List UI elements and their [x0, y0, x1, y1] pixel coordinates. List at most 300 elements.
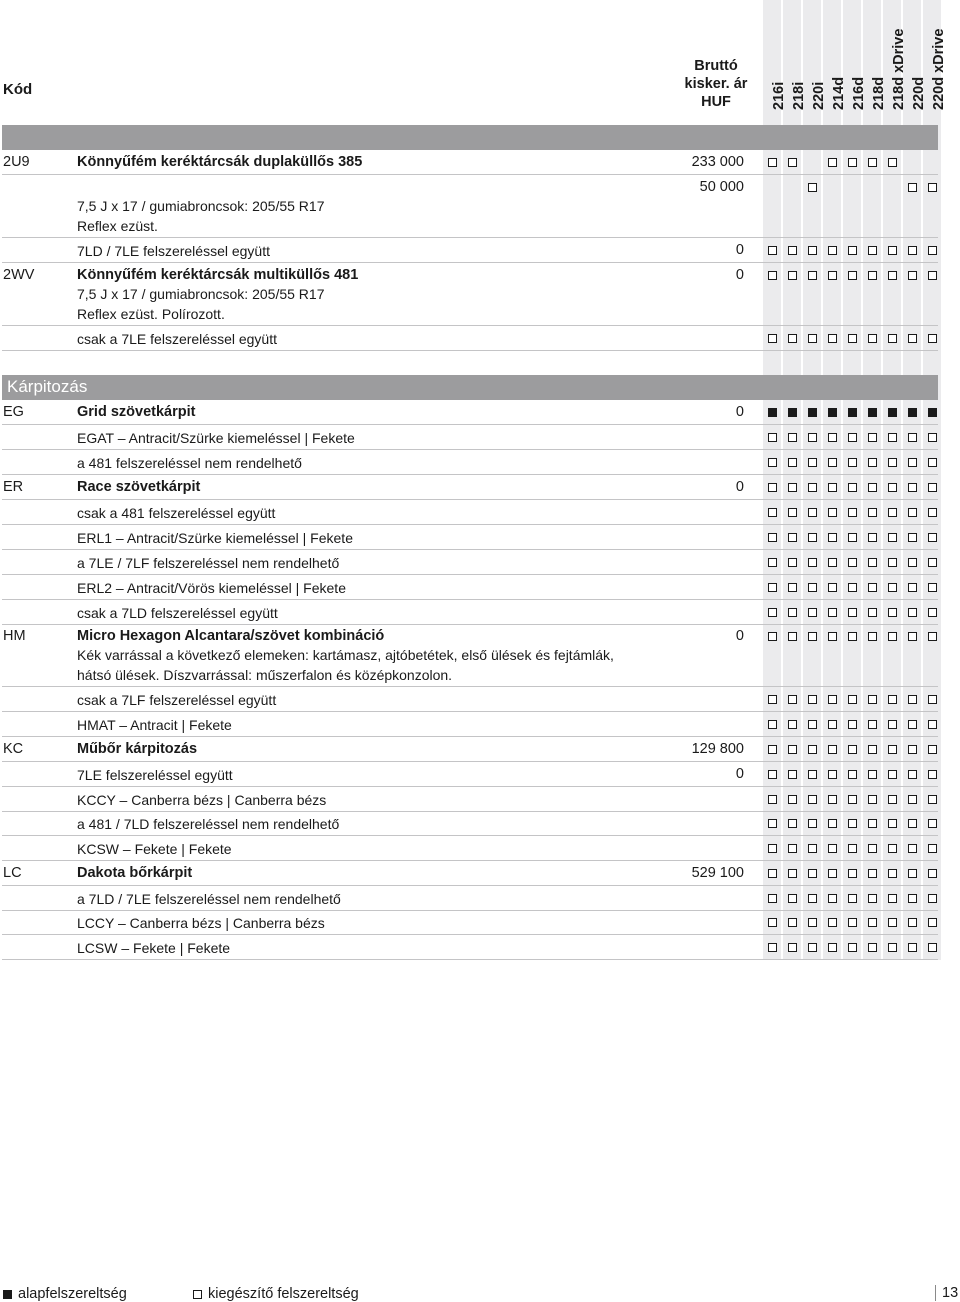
option-code: ER [3, 479, 24, 495]
optional-equipment-mark [788, 695, 797, 704]
optional-equipment-mark [888, 246, 897, 255]
optional-equipment-mark [848, 745, 857, 754]
model-name: 220i [811, 81, 827, 110]
optional-equipment-mark [908, 844, 917, 853]
option-code: 2U9 [3, 154, 30, 170]
optional-equipment-mark [768, 632, 777, 641]
model-name: 220d [911, 76, 927, 110]
optional-equipment-mark [848, 608, 857, 617]
description-line: a 7LD / 7LE felszereléssel nem rendelhető [77, 891, 341, 907]
optional-equipment-mark [788, 558, 797, 567]
option-description [77, 890, 341, 910]
model-name: 218d xDrive [891, 28, 907, 110]
model-column-header [803, 0, 827, 118]
optional-equipment-mark [908, 334, 917, 343]
optional-equipment-mark [808, 745, 817, 754]
optional-equipment-mark [788, 583, 797, 592]
standard-equipment-mark [868, 408, 877, 417]
description-line: a 7LE / 7LF felszereléssel nem rendelhető [77, 555, 340, 571]
description-line: csak a 481 felszereléssel együtt [77, 505, 276, 521]
description-line: 7LD / 7LE felszereléssel együtt [77, 243, 270, 259]
optional-equipment-mark [928, 483, 937, 492]
optional-equipment-mark [888, 632, 897, 641]
optional-equipment-mark [848, 508, 857, 517]
optional-equipment-mark [808, 271, 817, 280]
option-description [77, 242, 270, 262]
table-row [2, 263, 938, 326]
optional-equipment-mark [808, 720, 817, 729]
optional-equipment-mark [888, 458, 897, 467]
optional-equipment-mark [908, 795, 917, 804]
table-row [2, 175, 938, 238]
description-line: HMAT – Antracit | Fekete [77, 717, 232, 733]
table-row [2, 450, 938, 475]
table-row [2, 935, 938, 960]
option-description [77, 939, 230, 959]
table-row [2, 811, 938, 836]
optional-equipment-mark [928, 433, 937, 442]
optional-equipment-mark [848, 918, 857, 927]
optional-equipment-mark [788, 894, 797, 903]
standard-equipment-mark [808, 408, 817, 417]
model-name: 220d xDrive [931, 28, 947, 110]
option-title: Dakota bőrkárpit [77, 865, 193, 881]
optional-equipment-mark [788, 943, 797, 952]
optional-equipment-mark [828, 695, 837, 704]
optional-equipment-mark [788, 608, 797, 617]
optional-equipment-mark [888, 583, 897, 592]
optional-equipment-mark [868, 483, 877, 492]
table-row [2, 575, 938, 600]
optional-equipment-mark [828, 483, 837, 492]
standard-equipment-mark [888, 408, 897, 417]
table-row [2, 550, 938, 575]
optional-equipment-mark [768, 433, 777, 442]
standard-equipment-mark [908, 408, 917, 417]
table-row [2, 326, 938, 351]
optional-equipment-mark [908, 433, 917, 442]
legend-standard [3, 1286, 127, 1302]
optional-equipment-mark [928, 458, 937, 467]
model-column-header [823, 0, 847, 118]
optional-equipment-mark [928, 844, 937, 853]
table-row [2, 475, 938, 500]
optional-equipment-mark [848, 246, 857, 255]
optional-equipment-mark [908, 458, 917, 467]
optional-equipment-mark [928, 558, 937, 567]
optional-equipment-mark [788, 869, 797, 878]
option-description [77, 429, 355, 449]
optional-equipment-mark [768, 271, 777, 280]
model-column-header [863, 0, 887, 118]
optional-equipment-mark [768, 608, 777, 617]
optional-equipment-mark [908, 720, 917, 729]
optional-equipment-mark [868, 246, 877, 255]
optional-equipment-mark [828, 458, 837, 467]
optional-equipment-mark [788, 770, 797, 779]
description-line: ERL2 – Antracit/Vörös kiemeléssel | Fekete [77, 580, 346, 596]
optional-equipment-mark [868, 158, 877, 167]
option-description [77, 840, 232, 860]
option-title: Könnyűfém keréktárcsák duplaküllős 385 [77, 154, 363, 170]
model-name: 214d [831, 76, 847, 110]
optional-equipment-mark [888, 508, 897, 517]
optional-equipment-mark [848, 533, 857, 542]
description-line: 7,5 J x 17 / gumiabroncsok: 205/55 R17 [77, 286, 325, 302]
optional-equipment-mark [828, 271, 837, 280]
option-code: LC [3, 865, 22, 881]
optional-equipment-mark [808, 246, 817, 255]
optional-equipment-mark [768, 770, 777, 779]
table-row [2, 150, 938, 175]
table-row [2, 687, 938, 712]
optional-equipment-mark [788, 720, 797, 729]
model-column-header [903, 0, 927, 118]
optional-equipment-mark [768, 720, 777, 729]
option-description [77, 504, 275, 524]
description-line: Reflex ezüst. [77, 217, 158, 234]
optional-equipment-mark [908, 770, 917, 779]
optional-equipment-mark [848, 819, 857, 828]
column-header-code: Kód [3, 81, 33, 98]
model-name: 218i [791, 81, 807, 110]
optional-equipment-mark [928, 183, 937, 192]
column-header-price [680, 57, 752, 111]
optional-equipment-mark [888, 533, 897, 542]
optional-equipment-mark [788, 533, 797, 542]
option-description [77, 691, 276, 711]
optional-equipment-mark [808, 770, 817, 779]
optional-equipment-mark [828, 246, 837, 255]
optional-equipment-mark [928, 819, 937, 828]
option-description [77, 766, 233, 786]
optional-equipment-mark [908, 894, 917, 903]
table-row [2, 400, 938, 425]
optional-equipment-mark [868, 894, 877, 903]
optional-equipment-mark [788, 819, 797, 828]
option-title: Micro Hexagon Alcantara/szövet kombináció [77, 628, 385, 644]
optional-equipment-mark [828, 720, 837, 729]
optional-equipment-mark [768, 558, 777, 567]
optional-equipment-mark [788, 271, 797, 280]
option-price: 0 [735, 404, 744, 420]
optional-equipment-mark [928, 894, 937, 903]
optional-equipment-mark [868, 608, 877, 617]
optional-equipment-mark [848, 483, 857, 492]
optional-equipment-mark [788, 508, 797, 517]
optional-equipment-mark [928, 943, 937, 952]
option-description [77, 330, 277, 350]
optional-equipment-mark [888, 720, 897, 729]
optional-equipment-mark [768, 745, 777, 754]
description-line: Kék varrással a következő elemeken: kartámasz, ajtóbetétek, első ülések és fejtámlák, [77, 647, 614, 663]
option-title: Grid szövetkárpit [77, 404, 196, 420]
table-row [2, 910, 938, 935]
description-line: 7,5 J x 17 / gumiabroncsok: 205/55 R17 [77, 198, 325, 214]
optional-equipment-mark [808, 483, 817, 492]
option-code: HM [3, 628, 26, 644]
optional-equipment-mark [888, 608, 897, 617]
optional-equipment-mark [868, 844, 877, 853]
section-title: Kárpitozás [7, 377, 88, 396]
optional-equipment-mark [808, 583, 817, 592]
optional-equipment-mark [908, 533, 917, 542]
optional-equipment-mark [828, 158, 837, 167]
optional-equipment-mark [928, 271, 937, 280]
option-price: 0 [735, 242, 744, 258]
optional-equipment-mark [888, 894, 897, 903]
option-price: 0 [735, 479, 744, 495]
table-row [2, 600, 938, 625]
optional-equipment-mark [848, 271, 857, 280]
optional-equipment-mark [768, 795, 777, 804]
table-row [2, 712, 938, 737]
option-description [77, 716, 232, 736]
legend-optional [193, 1286, 359, 1302]
description-line: KCSW – Fekete | Fekete [77, 841, 232, 857]
optional-equipment-mark [808, 508, 817, 517]
legend-optional-label: kiegészítő felszereltség [208, 1286, 359, 1302]
description-line: csak a 7LD felszereléssel együtt [77, 605, 278, 621]
table-row [2, 624, 938, 687]
table-row [2, 425, 938, 450]
optional-equipment-mark [928, 869, 937, 878]
table-row [2, 500, 938, 525]
optional-equipment-mark [908, 918, 917, 927]
option-description [77, 285, 324, 324]
optional-equipment-mark [788, 334, 797, 343]
optional-equipment-mark [868, 770, 877, 779]
optional-equipment-mark [768, 918, 777, 927]
optional-equipment-mark [848, 770, 857, 779]
optional-equipment-mark [908, 558, 917, 567]
optional-equipment-mark [848, 583, 857, 592]
optional-equipment-mark [908, 508, 917, 517]
optional-equipment-mark [808, 695, 817, 704]
optional-equipment-mark [828, 819, 837, 828]
optional-equipment-mark [928, 695, 937, 704]
optional-equipment-mark [768, 695, 777, 704]
optional-equipment-mark [908, 608, 917, 617]
optional-equipment-mark [908, 632, 917, 641]
model-name: 216i [771, 81, 787, 110]
optional-equipment-mark [928, 583, 937, 592]
table-row [2, 861, 938, 886]
optional-equipment-mark [828, 508, 837, 517]
optional-equipment-mark [928, 795, 937, 804]
optional-equipment-mark [808, 844, 817, 853]
standard-equipment-mark [848, 408, 857, 417]
optional-equipment-mark [828, 558, 837, 567]
optional-equipment-mark [848, 632, 857, 641]
option-description [77, 529, 353, 549]
description-line: hátsó ülések. Díszvarrással: műszerfalon és középkonzolon. [77, 666, 453, 683]
optional-equipment-mark [868, 433, 877, 442]
option-price: 529 100 [691, 865, 744, 881]
optional-equipment-mark [908, 819, 917, 828]
option-price: 0 [735, 766, 744, 782]
optional-equipment-mark [848, 433, 857, 442]
optional-equipment-mark [848, 869, 857, 878]
optional-equipment-mark [768, 844, 777, 853]
optional-equipment-mark [848, 795, 857, 804]
optional-equipment-mark [768, 483, 777, 492]
optional-equipment-mark [808, 795, 817, 804]
optional-equipment-mark [768, 869, 777, 878]
optional-equipment-mark [768, 246, 777, 255]
optional-equipment-mark [828, 632, 837, 641]
option-description [77, 815, 339, 835]
optional-equipment-mark [888, 943, 897, 952]
standard-equipment-mark [828, 408, 837, 417]
optional-equipment-mark [868, 918, 877, 927]
optional-equipment-mark [888, 844, 897, 853]
header-divider-bar [2, 125, 938, 150]
table-row [2, 737, 938, 762]
option-title: Könnyűfém keréktárcsák multiküllős 481 [77, 267, 359, 283]
optional-equipment-mark [908, 745, 917, 754]
optional-equipment-mark [768, 508, 777, 517]
page-number: 13 [935, 1285, 958, 1301]
optional-equipment-mark [848, 844, 857, 853]
optional-equipment-mark [808, 558, 817, 567]
optional-equipment-mark [828, 844, 837, 853]
optional-equipment-mark [768, 943, 777, 952]
optional-equipment-mark [828, 745, 837, 754]
option-price: 0 [735, 267, 744, 283]
optional-equipment-mark [908, 583, 917, 592]
optional-equipment-mark [888, 271, 897, 280]
optional-equipment-mark [788, 918, 797, 927]
optional-equipment-mark [828, 433, 837, 442]
optional-equipment-mark [768, 819, 777, 828]
model-column-header [923, 0, 947, 118]
optional-equipment-mark [868, 695, 877, 704]
optional-equipment-mark [788, 745, 797, 754]
standard-equipment-mark [768, 408, 777, 417]
optional-equipment-mark [868, 271, 877, 280]
price-header-line: HUF [701, 94, 731, 110]
optional-equipment-mark [828, 608, 837, 617]
optional-equipment-mark [928, 533, 937, 542]
model-column-header [843, 0, 867, 118]
option-title: Race szövetkárpit [77, 479, 201, 495]
optional-equipment-mark [828, 869, 837, 878]
optional-equipment-mark [848, 894, 857, 903]
optional-equipment-mark [928, 918, 937, 927]
optional-equipment-mark [868, 943, 877, 952]
option-code: KC [3, 741, 24, 757]
optional-equipment-mark [888, 433, 897, 442]
optional-equipment-mark [868, 745, 877, 754]
optional-equipment-mark [888, 869, 897, 878]
optional-equipment-mark [828, 795, 837, 804]
option-description [77, 454, 302, 474]
table-row [2, 525, 938, 550]
optional-equipment-mark [908, 869, 917, 878]
option-price: 0 [735, 628, 744, 644]
optional-equipment-mark [808, 533, 817, 542]
optional-equipment-mark [888, 819, 897, 828]
description-line: KCCY – Canberra bézs | Canberra bézs [77, 792, 327, 808]
optional-equipment-mark [788, 632, 797, 641]
optional-equipment-mark [888, 558, 897, 567]
description-line: EGAT – Antracit/Szürke kiemeléssel | Fekete [77, 430, 355, 446]
optional-equipment-mark [808, 918, 817, 927]
option-description [77, 791, 326, 811]
optional-equipment-mark [908, 246, 917, 255]
option-description [77, 604, 278, 624]
optional-equipment-mark [928, 334, 937, 343]
legend-standard-label: alapfelszereltség [18, 1286, 127, 1302]
optional-equipment-mark [808, 943, 817, 952]
optional-equipment-mark [928, 745, 937, 754]
description-line: csak a 7LF felszereléssel együtt [77, 692, 277, 708]
optional-equipment-mark [828, 334, 837, 343]
optional-equipment-mark [888, 695, 897, 704]
description-line: a 481 felszereléssel nem rendelhető [77, 455, 302, 471]
option-code: EG [3, 404, 24, 420]
standard-equipment-mark [928, 408, 937, 417]
option-description [77, 579, 346, 599]
optional-equipment-mark [888, 483, 897, 492]
optional-equipment-mark [788, 795, 797, 804]
optional-equipment-mark [868, 334, 877, 343]
optional-equipment-mark [828, 533, 837, 542]
table-row [2, 886, 938, 911]
price-header-line: kisker. ár [684, 76, 748, 92]
optional-equipment-mark [848, 943, 857, 952]
optional-equipment-mark [908, 271, 917, 280]
optional-equipment-mark [868, 458, 877, 467]
optional-equipment-mark [808, 433, 817, 442]
option-description [77, 646, 614, 685]
optional-equipment-mark [908, 483, 917, 492]
optional-equipment-mark [888, 158, 897, 167]
table-row [2, 238, 938, 263]
optional-equipment-mark [908, 183, 917, 192]
optional-equipment-mark [808, 458, 817, 467]
optional-equipment-mark [868, 558, 877, 567]
optional-equipment-mark [768, 334, 777, 343]
description-line: a 481 / 7LD felszereléssel nem rendelhető [77, 816, 340, 832]
optional-equipment-mark [848, 458, 857, 467]
option-description [77, 914, 325, 934]
empty-square-icon [193, 1290, 202, 1299]
optional-equipment-mark [828, 770, 837, 779]
optional-equipment-mark [908, 695, 917, 704]
optional-equipment-mark [888, 795, 897, 804]
optional-equipment-mark [868, 508, 877, 517]
table-row [2, 787, 938, 812]
optional-equipment-mark [768, 533, 777, 542]
option-description [77, 554, 339, 574]
option-price: 233 000 [691, 154, 744, 170]
option-price: 50 000 [699, 179, 744, 195]
optional-equipment-mark [868, 795, 877, 804]
optional-equipment-mark [868, 869, 877, 878]
optional-equipment-mark [828, 943, 837, 952]
optional-equipment-mark [848, 720, 857, 729]
optional-equipment-mark [788, 844, 797, 853]
section-header-bar [2, 375, 938, 400]
optional-equipment-mark [868, 632, 877, 641]
optional-equipment-mark [808, 334, 817, 343]
model-name: 216d [851, 76, 867, 110]
optional-equipment-mark [908, 943, 917, 952]
optional-equipment-mark [768, 583, 777, 592]
optional-equipment-mark [868, 819, 877, 828]
